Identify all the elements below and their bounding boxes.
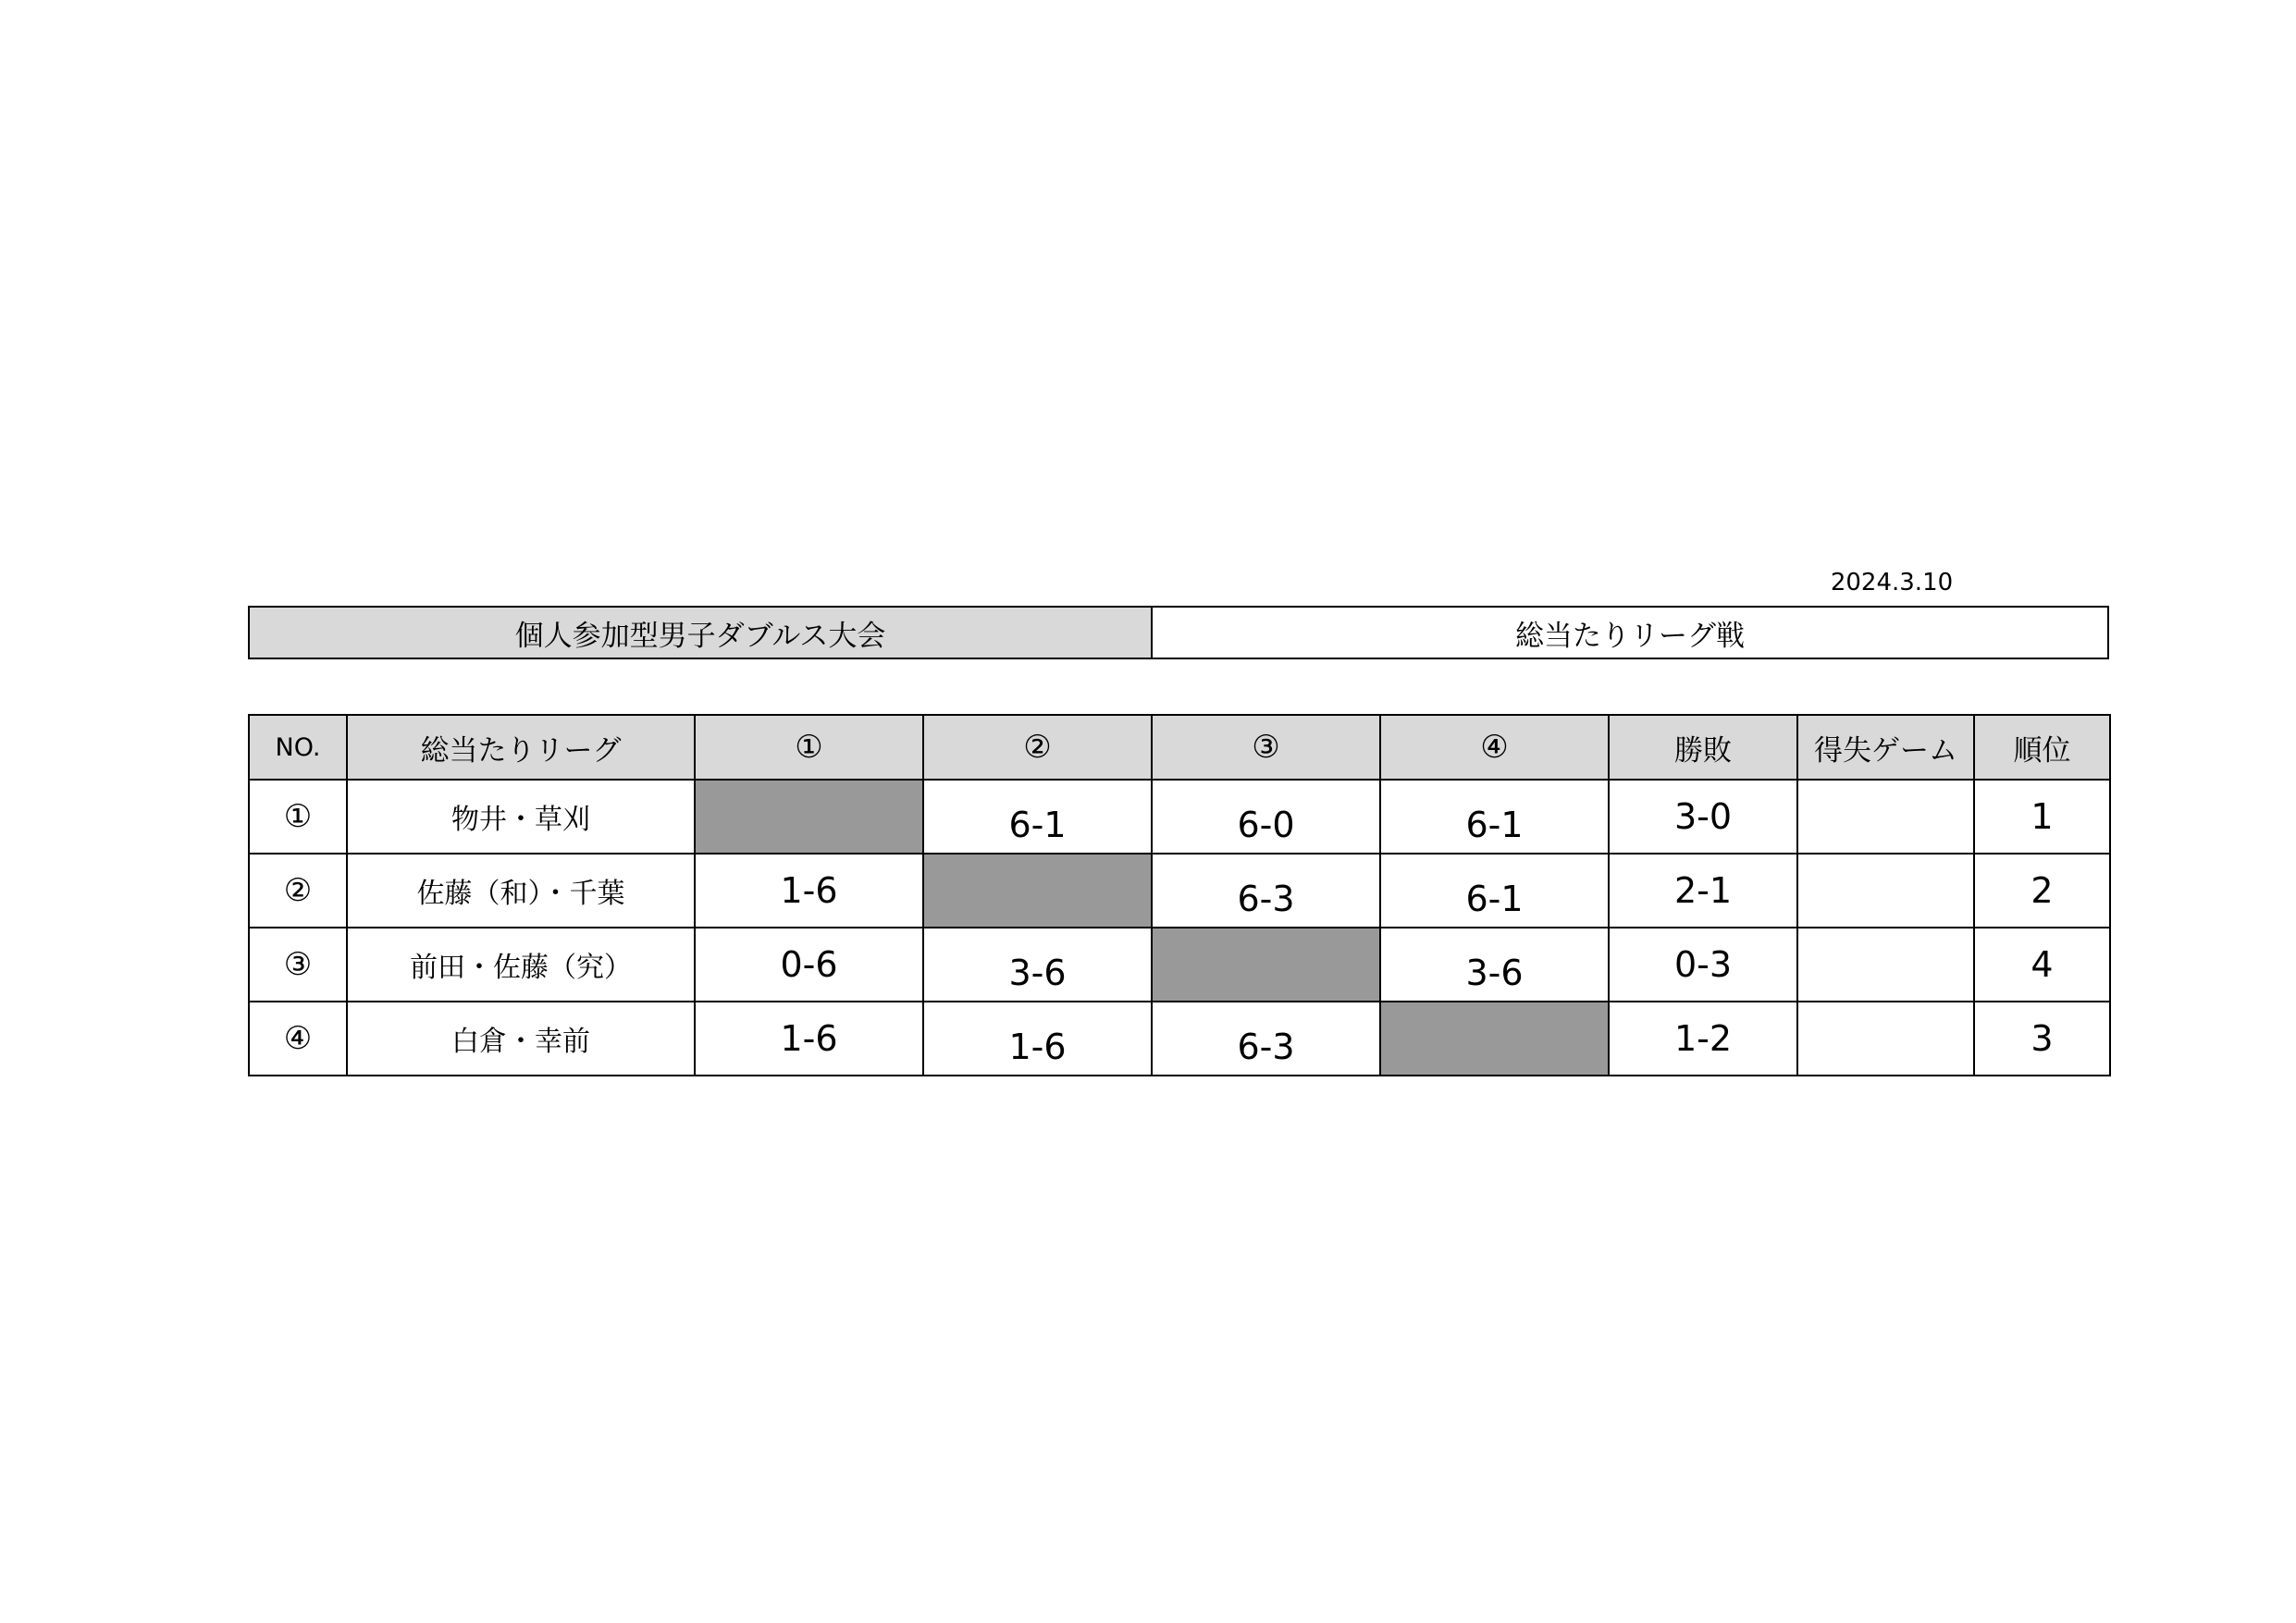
score-value: 6-3 xyxy=(1237,1027,1295,1067)
score-cell: 1-6 xyxy=(695,854,923,928)
rank-cell: 3 xyxy=(1974,1002,2110,1076)
score-cell xyxy=(923,1002,1152,1076)
score-cell xyxy=(923,780,1152,854)
score-cell xyxy=(1152,854,1380,928)
team-name: 物井・草刈 xyxy=(347,780,695,854)
games-diff-cell xyxy=(1797,928,1974,1002)
col-header-games-diff: 得失ゲーム xyxy=(1797,715,1974,780)
score-value: 6-3 xyxy=(1237,879,1295,919)
col-header-league: 総当たりリーグ xyxy=(347,715,695,780)
table-row xyxy=(249,780,2110,854)
score-value: 3-6 xyxy=(1008,953,1067,993)
games-diff-cell xyxy=(1797,780,1974,854)
col-header-p3: ③ xyxy=(1152,715,1380,780)
score-cell xyxy=(1380,854,1609,928)
col-header-p2: ② xyxy=(923,715,1152,780)
win-loss-cell: 0-3 xyxy=(1609,928,1797,1002)
row-no: ② xyxy=(249,854,347,928)
self-match-cell xyxy=(1380,1002,1609,1076)
rank-cell: 2 xyxy=(1974,854,2110,928)
document-date: 2024.3.10 xyxy=(1830,569,1954,596)
col-header-win-loss: 勝敗 xyxy=(1609,715,1797,780)
score-value: 1-6 xyxy=(1008,1027,1067,1067)
score-value: 6-1 xyxy=(1465,879,1524,919)
col-header-p4: ④ xyxy=(1380,715,1609,780)
self-match-cell xyxy=(695,780,923,854)
score-cell: 1-6 xyxy=(695,1002,923,1076)
win-loss-cell: 1-2 xyxy=(1609,1002,1797,1076)
games-diff-cell xyxy=(1797,854,1974,928)
team-name: 前田・佐藤（究） xyxy=(347,928,695,1002)
score-cell xyxy=(923,928,1152,1002)
score-cell xyxy=(1152,1002,1380,1076)
row-no: ③ xyxy=(249,928,347,1002)
event-title: 個人参加型男子ダブルス大会 xyxy=(250,608,1153,658)
col-header-p1: ① xyxy=(695,715,923,780)
league-table xyxy=(248,714,2111,1076)
rank-cell: 1 xyxy=(1974,780,2110,854)
row-no: ④ xyxy=(249,1002,347,1076)
row-no: ① xyxy=(249,780,347,854)
win-loss-cell: 2-1 xyxy=(1609,854,1797,928)
table-row xyxy=(249,854,2110,928)
table-row xyxy=(249,1002,2110,1076)
score-cell xyxy=(1380,928,1609,1002)
col-header-rank: 順位 xyxy=(1974,715,2110,780)
score-value: 3-6 xyxy=(1465,953,1524,993)
format-title: 総当たりリーグ戦 xyxy=(1153,608,2107,658)
score-value: 6-1 xyxy=(1008,805,1067,845)
team-name: 佐藤（和）・千葉 xyxy=(347,854,695,928)
score-value: 6-0 xyxy=(1237,805,1295,845)
self-match-cell xyxy=(923,854,1152,928)
rank-cell: 4 xyxy=(1974,928,2110,1002)
score-cell: 0-6 xyxy=(695,928,923,1002)
score-value: 6-1 xyxy=(1465,805,1524,845)
score-cell xyxy=(1152,780,1380,854)
score-cell xyxy=(1380,780,1609,854)
col-header-no: NO. xyxy=(249,715,347,780)
table-row xyxy=(249,928,2110,1002)
games-diff-cell xyxy=(1797,1002,1974,1076)
win-loss-cell: 3-0 xyxy=(1609,780,1797,854)
title-bar xyxy=(248,606,2109,659)
team-name: 白倉・幸前 xyxy=(347,1002,695,1076)
header-row xyxy=(249,715,2110,780)
self-match-cell xyxy=(1152,928,1380,1002)
